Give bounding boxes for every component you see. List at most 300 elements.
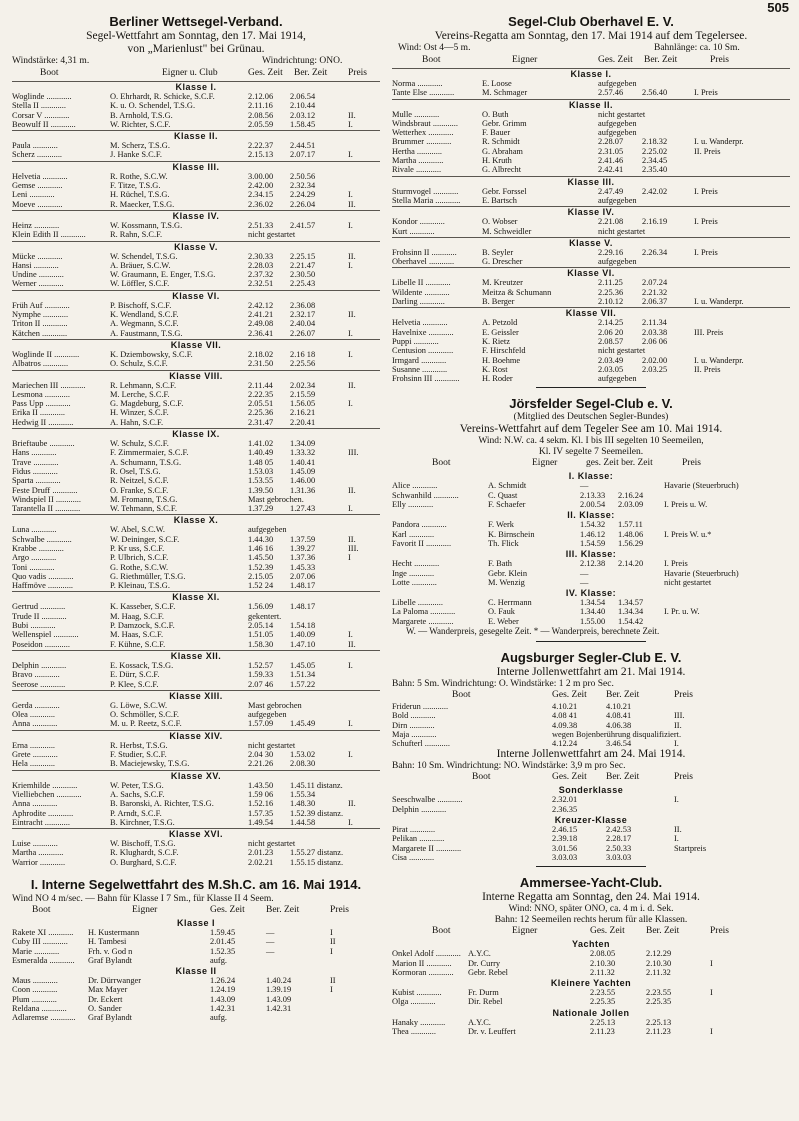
prize: I	[710, 958, 713, 968]
total-time: 1.51.05	[248, 630, 274, 640]
prize: II.	[348, 799, 356, 809]
class-heading: Klasse VII.	[392, 307, 790, 318]
prize: I.	[348, 399, 353, 409]
corrected-time: 1.45.49	[290, 719, 316, 729]
section-separator	[536, 641, 646, 644]
wind-line	[12, 56, 380, 68]
prize: I. Preis	[694, 88, 718, 98]
total-time: 1.52.57	[248, 660, 274, 670]
table-row	[12, 418, 380, 427]
owner: A. Sachs, S.C.F.	[110, 789, 165, 799]
boat-name: Mücke ............	[12, 251, 63, 261]
boat-name: Woglinde ............	[12, 92, 72, 101]
boat-name: Tante Else ............	[392, 88, 455, 98]
boat-name: Gerda ............	[12, 700, 60, 710]
total-time: 2.32.51	[248, 279, 274, 289]
table-row	[12, 92, 380, 101]
total-time: —	[580, 481, 589, 491]
total-time: 1.59.33	[248, 670, 274, 680]
header-eigner: Eigner	[132, 905, 158, 915]
section-title: Jörsfelder Segel-Club e. V.	[509, 396, 673, 412]
total-time: 2.28.03	[248, 260, 274, 270]
corrected-time: 2.16.19	[642, 217, 668, 227]
total-time: 2.41.21	[248, 310, 274, 320]
table-row	[12, 390, 380, 399]
owner: W. Bischoff, T.S.G.	[110, 839, 176, 849]
section-sco	[392, 14, 790, 390]
boat-name: Tarantella II ............	[12, 504, 81, 514]
prize: I.	[348, 328, 353, 338]
owner: W. Abel, S.C.W.	[110, 525, 165, 535]
owner: P. Ulbrich, S.C.F.	[110, 553, 169, 563]
table-row	[12, 680, 380, 689]
total-time: 1.26.24	[210, 976, 236, 986]
class-heading: Klasse I.	[12, 81, 380, 92]
boat-name: Triton II ............	[12, 319, 68, 329]
corrected-time: 2.16.21	[290, 408, 316, 418]
total-time: 1.46 16	[248, 543, 274, 553]
boat-name: Leni ............	[12, 190, 55, 200]
table-row	[392, 1027, 790, 1036]
total-time: 2.08.56	[248, 110, 274, 120]
corrected-time: 2.03.38	[642, 327, 668, 337]
total-time: 2.07 46	[248, 679, 274, 689]
wind: Wind: Ost 4—5 m.	[398, 43, 471, 53]
owner: F. Kühne, S.C.F.	[110, 639, 166, 649]
corrected-time: 2.14.20	[618, 559, 644, 569]
corrected-time: 2.07.24	[642, 278, 668, 288]
table-row	[12, 221, 380, 230]
class-heading: Klasse III.	[12, 161, 380, 172]
boat-name: Toni ............	[12, 562, 55, 572]
wind-line: Kl. IV segelte 7 Seemeilen.	[538, 447, 644, 458]
class-heading: I. Klasse:	[568, 471, 614, 482]
owner: H. Rüchel, T.S.G.	[110, 190, 170, 200]
prize: I.	[348, 719, 353, 729]
boat-name: Dirn ............	[392, 720, 435, 730]
owner: E. Geissler	[482, 327, 519, 337]
header-ber: Ber. Zeit	[646, 926, 680, 937]
total-time: 2.13.33	[580, 490, 606, 500]
table-row	[12, 381, 380, 390]
boat-name: Irmgard ............	[392, 355, 447, 365]
header-eigner: Eigner	[512, 55, 538, 65]
owner: Fr. Durm	[468, 988, 499, 998]
owner: M. Kreutzer	[482, 278, 523, 288]
total-time: 1.45.50	[248, 553, 274, 563]
table-row	[392, 739, 790, 748]
owner: M. Schmager	[482, 88, 528, 98]
boat-name: Marie ............	[12, 946, 60, 956]
total-time: 2.23.55	[590, 988, 616, 998]
class-heading: Klasse V.	[12, 241, 380, 252]
class-heading: III. Klasse:	[565, 549, 617, 560]
boat-name: Erna ............	[12, 740, 56, 750]
total-time: 2.11.16	[248, 101, 273, 111]
boat-name: Albatros ............	[12, 359, 69, 369]
class-heading: Klasse III.	[392, 176, 790, 187]
corrected-time: 2.06.37	[642, 297, 668, 307]
boat-name: Beowulf II ............	[12, 119, 76, 129]
total-time: 1.43.50	[248, 780, 274, 790]
prize: II.	[348, 199, 356, 209]
section-subtitle: Interne Jollenwettfahrt am 24. Mai 1914.	[496, 748, 686, 761]
total-time: 1.34.40	[580, 607, 606, 617]
boat-name: Hertha ............	[392, 146, 443, 156]
total-time: 1.39.50	[248, 485, 274, 495]
total-time: 1.56.09	[248, 602, 274, 612]
total-time: nicht gestartet	[248, 839, 296, 849]
corrected-time: 2.50.56	[290, 171, 316, 181]
owner: F. Studier, S.C.F.	[110, 750, 167, 760]
total-time: 2.32.01	[552, 795, 578, 805]
total-time: 1.41.02	[248, 439, 274, 449]
owner: Dir. Rebel	[468, 997, 503, 1007]
total-time: nicht gestartet	[598, 346, 646, 356]
boat-name: Marion II ............	[392, 958, 452, 968]
boat-name: Kormoran ............	[392, 967, 454, 977]
prize: I	[330, 946, 333, 956]
table-row	[392, 356, 790, 365]
total-time: 2.03.05	[598, 364, 624, 374]
table-row	[392, 137, 790, 146]
owner: G. Albrecht	[482, 165, 522, 175]
total-time: aufg.	[210, 955, 227, 965]
prize: I	[348, 553, 351, 563]
corrected-time: 1.39.19	[266, 985, 292, 995]
total-time: 1.54.32	[580, 520, 606, 530]
corrected-time: 2.42.02	[642, 186, 668, 196]
owner: G. Abraham	[482, 146, 523, 156]
total-time: 2.31.47	[248, 417, 274, 427]
total-time: nicht gestartet	[598, 226, 646, 236]
table-row	[12, 486, 380, 495]
owner: Graf Bylandt	[88, 1013, 132, 1023]
boat-name: Rakete XI ............	[12, 928, 74, 937]
boat-name: Lesmona ............	[12, 389, 70, 399]
prize: Havarie (Steuerbruch)	[664, 568, 739, 578]
class-heading: IV. Klasse:	[565, 588, 617, 599]
total-time: 1.24.19	[210, 985, 236, 995]
corrected-time: 1.45.05	[290, 660, 316, 670]
owner: K. Wendland, S.C.F.	[110, 310, 179, 320]
total-time: 2.22.37	[248, 141, 274, 151]
total-time: 2.42.12	[248, 300, 274, 310]
corrected-time: 1.52.39 distanz.	[290, 808, 344, 818]
total-time: —	[580, 577, 589, 587]
table-row	[392, 119, 790, 128]
total-time: —	[580, 568, 589, 578]
table-row	[12, 150, 380, 159]
total-time: aufgegeben	[598, 79, 637, 88]
total-time: 2.15.13	[248, 150, 274, 160]
course-length: Bahnlänge: ca. 10 Sm.	[654, 43, 740, 53]
table-row	[392, 318, 790, 327]
boat-name: Margarete II ............	[392, 843, 462, 853]
owner: E. Weber	[488, 616, 519, 626]
header-preis: Preis	[348, 68, 367, 78]
boat-name: Windsbraut ............	[392, 118, 458, 128]
boat-name: Favorit II ............	[392, 538, 452, 548]
table-row	[392, 617, 790, 626]
table-row	[12, 799, 380, 808]
owner: M. Haas, S.C.F.	[110, 630, 164, 640]
boat-name: Windspiel II ............	[12, 494, 81, 504]
boat-name: Libelle II ............	[392, 278, 451, 288]
header-eigner: Eigner u. Club	[162, 68, 218, 78]
corrected-time: 2.25.43	[290, 279, 316, 289]
boat-name: Helvetia ............	[12, 171, 68, 181]
corrected-time: —	[266, 946, 275, 956]
total-time: 3.03.03	[552, 852, 578, 862]
total-time: aufgegeben	[598, 195, 637, 205]
owner: M. Scherz, T.S.G.	[110, 141, 170, 151]
owner: Dr. Curry	[468, 958, 501, 968]
corrected-time: —	[266, 928, 275, 937]
table-row	[392, 988, 790, 997]
table-row	[392, 825, 790, 834]
owner: Gebr. Klein	[488, 568, 528, 578]
corrected-time: 1.39.27	[290, 543, 316, 553]
prize: I	[330, 985, 333, 995]
owner: E. Dürr, S.C.F.	[110, 670, 160, 680]
boat-name: Hans ............	[12, 448, 57, 458]
corrected-time: 2.42.53	[606, 825, 632, 835]
owner: G. Magdeburg, S.C.F.	[110, 399, 184, 409]
boat-name: Maus ............	[12, 976, 58, 986]
prize: I.	[348, 220, 353, 230]
table-row	[392, 997, 790, 1006]
total-time: nicht gestartet	[248, 740, 296, 750]
class-heading: Nationale Jollen	[552, 1007, 630, 1018]
prize: I.	[348, 119, 353, 129]
total-time: 1.43.09	[210, 994, 236, 1004]
table-row	[392, 257, 790, 266]
table-row	[392, 79, 790, 88]
table-row	[392, 569, 790, 578]
table-row	[12, 172, 380, 181]
header-ges: Ges. Zeit	[552, 689, 587, 700]
header-boot: Boot	[452, 689, 471, 700]
boat-name: Haffmöve ............	[12, 581, 74, 591]
corrected-time: 4.10.21	[606, 701, 632, 711]
corrected-time: 1.51.34	[290, 670, 316, 680]
boat-name: Kubist ............	[392, 988, 442, 998]
owner: A. Bräuer, S.C.W.	[110, 260, 171, 270]
prize: Startpreis	[674, 843, 707, 853]
total-time: 1.53.03	[248, 466, 274, 476]
table-row	[392, 730, 790, 739]
boat-name: Hedwig II ............	[12, 417, 74, 427]
corrected-time: 1.55.15 distanz.	[290, 857, 344, 867]
owner: Gebr. Grimm	[482, 118, 527, 128]
boat-name: Delphin ............	[392, 804, 447, 814]
table-row	[12, 329, 380, 338]
total-time: 2.11.32	[590, 967, 615, 977]
prize: II	[330, 976, 336, 986]
boat-name: Plum ............	[12, 994, 57, 1004]
table-row	[392, 721, 790, 730]
table-row	[12, 252, 380, 261]
total-time: 2.12.38	[580, 559, 606, 569]
total-time: 1.52 24	[248, 581, 274, 591]
corrected-time: 2.03.25	[642, 364, 668, 374]
section-jsc	[392, 396, 790, 644]
total-time: aufg.	[210, 1013, 227, 1023]
prize: III.	[674, 711, 685, 721]
boat-name: Wetterhex ............	[392, 128, 454, 138]
boat-name: Rivale ............	[392, 165, 442, 175]
total-time: 2.28.07	[598, 137, 624, 147]
table-row	[392, 598, 790, 607]
owner: M. Haag, S.C.F.	[110, 611, 165, 621]
boat-name: Mulle ............	[392, 109, 440, 119]
total-time: 2.47.49	[598, 186, 624, 196]
table-header	[392, 690, 790, 702]
header-boot: Boot	[432, 458, 451, 469]
corrected-time: 2.03.12	[290, 110, 316, 120]
table-row	[392, 227, 790, 236]
table-row	[12, 181, 380, 190]
total-time: 2.30.33	[248, 251, 274, 261]
owner: F. Werk	[488, 520, 514, 530]
class-heading: Yachten	[571, 939, 610, 950]
boat-name: Martha ............	[392, 156, 444, 166]
table-row	[12, 467, 380, 476]
corrected-time: 4.08.41	[606, 711, 632, 721]
table-row	[12, 141, 380, 150]
total-time: 2.34.15	[248, 190, 274, 200]
table-row	[392, 187, 790, 196]
total-time: 2.12.06	[248, 92, 274, 101]
total-time: 2.29.16	[598, 247, 624, 257]
owner: H. Kruth	[482, 156, 512, 166]
corrected-time: 2.12.29	[646, 949, 672, 959]
corrected-time: 1.58.45	[290, 119, 316, 129]
section-asc	[392, 650, 790, 869]
corrected-time: 2.18.32	[642, 137, 668, 147]
boat-name: Brummer ............	[392, 137, 452, 147]
table-row	[12, 818, 380, 827]
prize: I. Pr. u. W.	[664, 607, 700, 617]
total-time: Mast gebrochen.	[248, 494, 304, 504]
owner: B. Kirchner, T.S.G.	[110, 817, 175, 827]
owner: K. Dziembowsky, S.C.F.	[110, 349, 193, 359]
total-time: nicht gestartet	[598, 109, 646, 119]
table-row	[12, 630, 380, 639]
table-row	[392, 278, 790, 287]
owner: K. u. O. Schendel, T.S.G.	[110, 101, 196, 111]
prize: nicht gestartet	[664, 577, 712, 587]
owner: A. Schmidt	[488, 481, 527, 491]
total-time: 4.10.21	[552, 701, 578, 711]
total-time: 4.09.38	[552, 720, 578, 730]
table-row	[12, 111, 380, 120]
total-time: aufgegeben	[598, 128, 637, 138]
class-heading: Kleinere Yachten	[550, 978, 632, 989]
table-row	[12, 572, 380, 581]
table-row	[392, 959, 790, 968]
boat-name: Frohsinn II ............	[392, 247, 457, 257]
total-time: 1.37.29	[248, 504, 274, 514]
corrected-time: 1.43.09	[266, 994, 292, 1004]
table-row	[12, 741, 380, 750]
corrected-time: 2.24.29	[290, 190, 316, 200]
boat-name: Bold ............	[392, 711, 436, 721]
table-row	[12, 190, 380, 199]
total-time: aufgegeben	[248, 710, 287, 720]
table-row	[392, 607, 790, 616]
prize: II. Preis	[694, 146, 721, 156]
boat-name: Elly ............	[392, 500, 434, 510]
corrected-time: 1.45.33	[290, 562, 316, 572]
owner: W. Schendel, T.S.G.	[110, 251, 178, 261]
total-time: 1.44.30	[248, 534, 274, 544]
owner: B. Maciejewsky, T.S.G.	[110, 759, 190, 769]
boat-name: Brieftaube ............	[12, 439, 75, 449]
corrected-time: 1.57.22	[290, 679, 316, 689]
corrected-time: 2.02.00	[642, 355, 668, 365]
table-row	[392, 844, 790, 853]
boat-name: Schwanhild ............	[392, 490, 459, 500]
corrected-time: 1.40.09	[290, 630, 316, 640]
table-row	[12, 710, 380, 719]
table-row	[392, 795, 790, 804]
corrected-time: 1.53.02	[290, 750, 316, 760]
boat-name: Anna ............	[12, 719, 58, 729]
total-time: 2.02.21	[248, 857, 274, 867]
owner: A.Y.C.	[468, 949, 491, 959]
owner: W. Schulz, S.C.F.	[110, 439, 169, 449]
corrected-time: 2.23.55	[646, 988, 672, 998]
total-time: 1.52.35	[210, 946, 236, 956]
class-heading: Kreuzer-Klasse	[554, 815, 628, 826]
boat-name: Feste Druff ............	[12, 485, 78, 495]
total-time: 2.57.46	[598, 88, 624, 98]
member-note: (Mitglied des Deutschen Segler-Bundes)	[513, 412, 669, 423]
corrected-time: 2.25.15	[290, 251, 316, 261]
header-ber: Ber. Zeit	[644, 55, 678, 65]
corrected-time: 3.03.03	[606, 852, 632, 862]
owner: O. Schulz, S.C.F.	[110, 359, 168, 369]
owner: G. Riethmüller, T.S.G.	[110, 571, 186, 581]
owner: Dr. Dürrwanger	[88, 976, 142, 986]
header-ges: Ges. Zeit	[598, 55, 633, 65]
prize: III.	[348, 543, 359, 553]
owner: A. Petzold	[482, 318, 518, 328]
owner: F. Zimmermaier, S.C.F.	[110, 448, 189, 458]
total-time: 2.14.25	[598, 318, 624, 328]
total-time: nicht gestartet	[248, 230, 296, 240]
owner: O. Sander	[88, 1004, 122, 1014]
table-row	[392, 520, 790, 529]
owner: R. Schmidt	[482, 137, 520, 147]
boat-name: Sparta ............	[12, 476, 61, 486]
total-time: 4.12.24	[552, 739, 578, 749]
corrected-time: 1.56.05	[290, 399, 316, 409]
corrected-time: 4.06.38	[606, 720, 632, 730]
total-time: 1.49.54	[248, 817, 274, 827]
boat-name: Reldana ............	[12, 1004, 67, 1014]
table-row	[392, 853, 790, 862]
total-time: 1.40.49	[248, 448, 274, 458]
section-subtitle: von „Marienlust" bei Grünau.	[127, 43, 265, 55]
section-subtitle: Interne Jollenwettfahrt am 21. Mai 1914.	[496, 665, 686, 678]
table-row	[392, 147, 790, 156]
owner: F. Bath	[488, 559, 512, 569]
table-row	[392, 328, 790, 337]
boat-name: Warrior ............	[12, 857, 66, 867]
